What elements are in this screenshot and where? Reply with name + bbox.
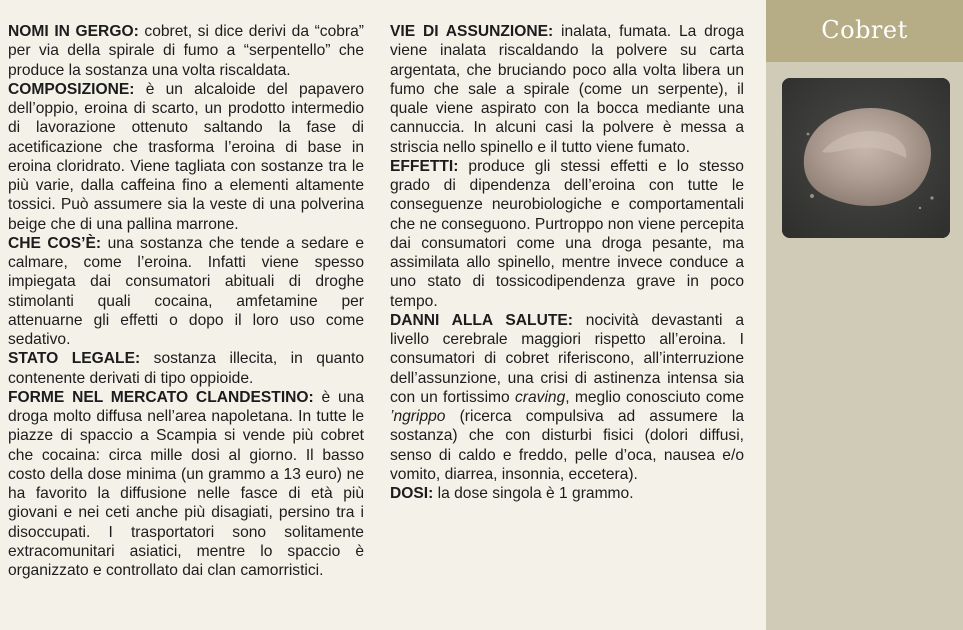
section-forme-mercato xyxy=(8,388,364,581)
section-heading: CHE COS’È: xyxy=(8,234,102,252)
section-che-cose xyxy=(8,234,364,350)
section-heading: COMPOSIZIONE: xyxy=(8,80,135,98)
section-heading: DANNI ALLA SALUTE: xyxy=(390,311,573,329)
section-body: è un alcaloide del papavero dell’oppio, eroina di scarto, un prodotto intermedio di lavorazione ottenuto saltando la fase di acetificazione che trasforma l’eroina di base in eroina cloridrato. Viene tagliata con sostanze tra le più varie, dalla caffeina fino a elementi altamente tossici. Può assumere sia la veste di una polverina beige che di una pallina marrone. xyxy=(8,80,364,233)
section-body: inalata, fumata. La droga viene inalata riscaldando la polvere su carta argentata, che bruciando poco alla volta libera un fumo che sale a spirale (come un serpente), il quale viene aspirato con la bocca mediante una cannuccia. In alcuni casi la polvere è messa a striscia nello spinello e il tutto viene fumato. xyxy=(390,23,744,156)
section-heading: NOMI IN GERGO: xyxy=(8,23,139,40)
section-body: sostanza illecita, in quanto contenente derivati di tipo oppioide. xyxy=(8,350,364,387)
sidebar-title: Cobret xyxy=(821,16,908,44)
section-heading: STATO LEGALE: xyxy=(8,350,141,368)
section-dosi xyxy=(390,484,744,503)
section-body: (ricerca compulsiva ad assumere la sostanza) che con disturbi fisici (dolori diffusi, senso di caldo e freddo, pelle d’oca, nausea e/o vomito, diarrea, insonnia, eccetera). xyxy=(390,408,744,483)
section-body: , meglio conosciuto come xyxy=(565,388,744,406)
italic-term: ’ngrippo xyxy=(390,408,446,425)
section-heading: EFFETTI: xyxy=(390,157,459,175)
section-body: è una droga molto diffusa nell’area napoletana. In tutte le piazze di spaccio a Scampia si vende più cobret che cocaina: circa mille dosi al giorno. Il basso costo della dose minima (un grammo a 13 euro) ne ha favorito la diffusione nelle fasce di età più giovani e nei ceti anche più disagiati, persino tra i disoccupati. I trasportatori sono solitamente extracomunitari asiatici, mentre lo spaccio è organizzato e controllato dai clan camorristici. xyxy=(8,388,364,579)
section-danni-alla-salute xyxy=(390,311,744,484)
section-body: la dose singola è 1 grammo. xyxy=(433,485,634,502)
italic-term: craving xyxy=(514,388,566,406)
section-body: cobret, si dice derivi da “cobra” per via della spirale di fumo a “serpentello” che produce la sostanza una volta riscaldata. xyxy=(8,23,364,79)
section-effetti xyxy=(390,157,744,311)
section-heading: FORME NEL MERCATO CLANDESTINO: xyxy=(8,388,314,406)
section-nomi-in-gergo xyxy=(8,22,364,80)
text-column-left xyxy=(8,22,364,580)
text-column-right xyxy=(390,22,744,503)
section-heading: VIE DI ASSUNZIONE: xyxy=(390,23,554,40)
section-heading: DOSI: xyxy=(390,485,434,502)
section-body: produce gli stessi effetti e lo stesso grado di dipendenza dell’eroina con tutte le conseguenze neurobiologiche e comportamentali che ne conseguono. Purtroppo non viene percepita dai consumatori come una droga pesante, ma assimilata allo spinello, mentre invece conduce a uno stato di tossicodipendenza grave in poco tempo. xyxy=(390,157,744,310)
section-stato-legale xyxy=(8,349,364,388)
powder-pile-photo xyxy=(782,78,950,238)
section-body: nocività devastanti a livello cerebrale maggiori rispetto all’eroina. I consumatori di cobret riferiscono, all’interruzione dell’assunzione, una crisi di astinenza intensa sia con un fortissimo xyxy=(390,311,744,406)
section-body: una sostanza che tende a sedare e calmare, come l’eroina. Infatti viene spesso impiegata dai consumatori abituali di droghe stimolanti quali cocaina, amfetamine per attenuarne gli effetti o dopo il loro uso come sedativo. xyxy=(8,234,364,348)
section-composizione xyxy=(8,80,364,234)
section-vie-di-assunzione xyxy=(390,22,744,157)
powder-image xyxy=(782,78,950,238)
